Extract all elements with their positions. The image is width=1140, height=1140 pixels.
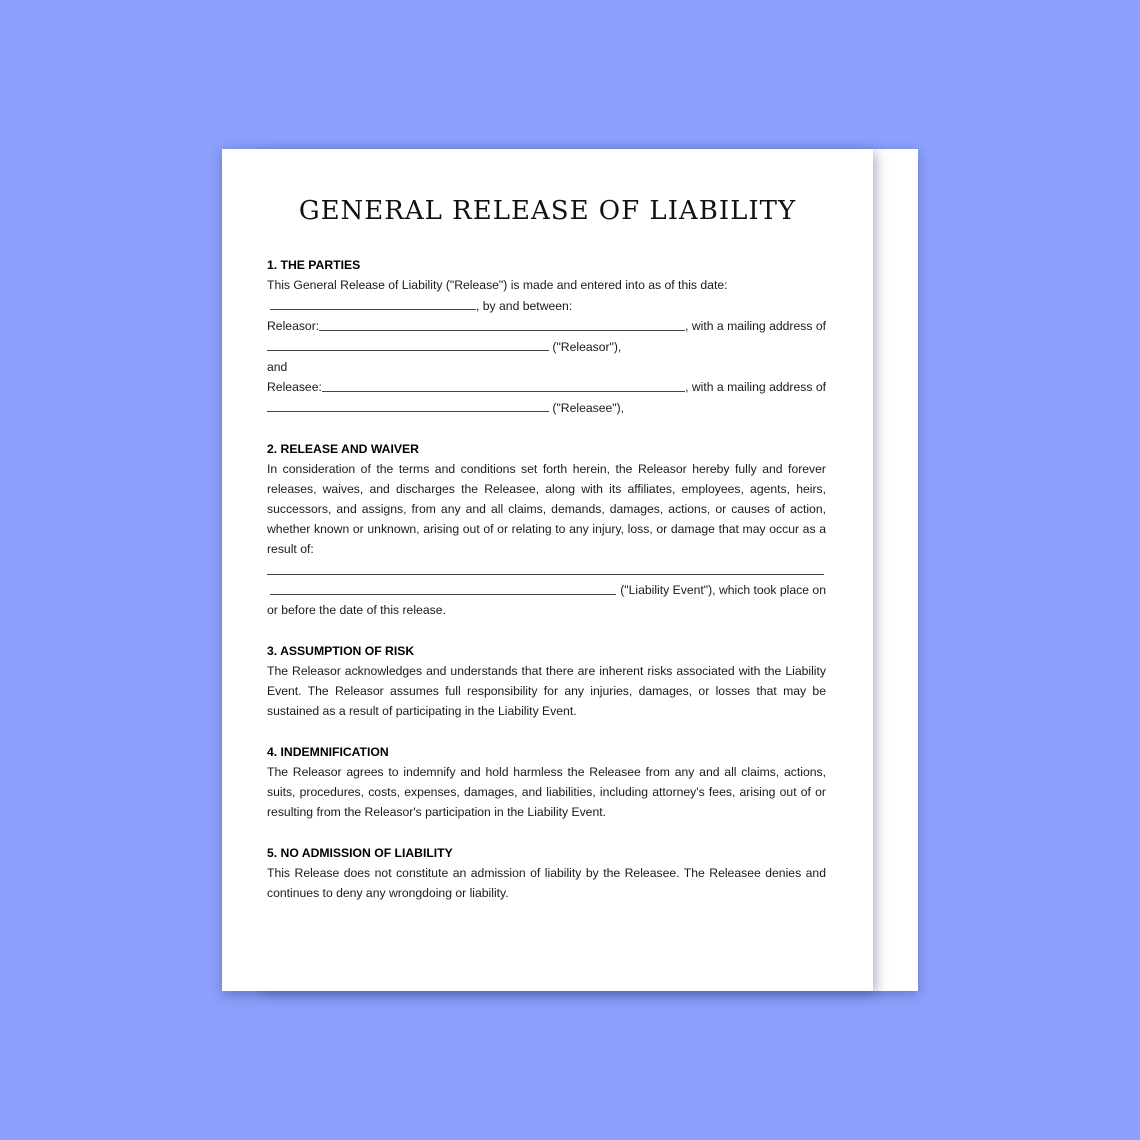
releasor-name-field[interactable] [319, 316, 685, 331]
section-release-waiver [267, 439, 826, 620]
liability-event-tag: ("Liability Event"), which took place on [620, 583, 826, 597]
releasor-address-field[interactable] [267, 336, 549, 351]
releasor-mailing-suffix: , with a mailing address of [685, 319, 826, 333]
no-admission-body: This Release does not constitute an admission of liability by the Releasee. The Releasee denies and continues to deny any wrongdoing or liability. [267, 866, 826, 900]
releasee-line [267, 377, 826, 397]
section-heading: 3. ASSUMPTION OF RISK [267, 644, 415, 658]
releasee-label: Releasee: [267, 380, 322, 394]
release-body: In consideration of the terms and conditions set forth herein, the Releasor hereby fully and forever releases, waives, and discharges the Releasee, along with its affiliates, employees, agents, heirs, successors, and assigns, from any and all claims, demands, damages, actions, or causes of action, whether known or unknown, arising out of or relating to any injury, loss, or damage that may occur as a result of: [267, 462, 826, 556]
section-heading: 5. NO ADMISSION OF LIABILITY [267, 846, 453, 860]
parties-intro: This General Release of Liability ("Release") is made and entered into as of this date: [267, 278, 728, 292]
releasee-mailing-suffix: , with a mailing address of [685, 380, 826, 394]
document-title: GENERAL RELEASE OF LIABILITY [298, 196, 797, 226]
releasor-address-line [267, 336, 826, 357]
document-body [267, 255, 826, 924]
releasor-label: Releasor: [267, 319, 320, 333]
liability-event-line [267, 580, 826, 600]
document-page [222, 149, 873, 991]
section-parties [267, 255, 826, 418]
date-line [267, 295, 826, 316]
liability-event-field[interactable] [267, 559, 824, 575]
releasee-tag: ("Releasee"), [552, 401, 625, 415]
liability-event-field-2[interactable] [270, 580, 616, 595]
section-assumption-of-risk [267, 641, 826, 721]
date-blank-field[interactable] [270, 295, 476, 310]
date-suffix: , by and between: [476, 299, 573, 313]
liability-event-tail: or before the date of this release. [267, 603, 446, 617]
releasee-name-field[interactable] [322, 377, 685, 392]
section-heading: 1. THE PARTIES [267, 258, 361, 272]
releasee-address-field[interactable] [267, 397, 549, 412]
section-heading: 2. RELEASE AND WAIVER [267, 442, 419, 456]
section-indemnification [267, 742, 826, 822]
indemnification-body: The Releasor agrees to indemnify and hold harmless the Releasee from any and all claims, actions, suits, procedures, costs, expenses, damages, and liabilities, including attorney's fees, arising out of or resulting from the Releasor's participation in the Liability Event. [267, 765, 826, 819]
risk-body: The Releasor acknowledges and understands that there are inherent risks associated with the Liability Event. The Releasor assumes full responsibility for any injuries, damages, or losses that may be sustained as a result of participating in the Liability Event. [267, 664, 826, 718]
releasor-tag: ("Releasor"), [552, 340, 622, 354]
and-word: and [267, 360, 288, 374]
releasee-address-line [267, 397, 826, 418]
section-heading: 4. INDEMNIFICATION [267, 745, 389, 759]
releasor-line [267, 316, 826, 336]
section-no-admission [267, 843, 826, 903]
